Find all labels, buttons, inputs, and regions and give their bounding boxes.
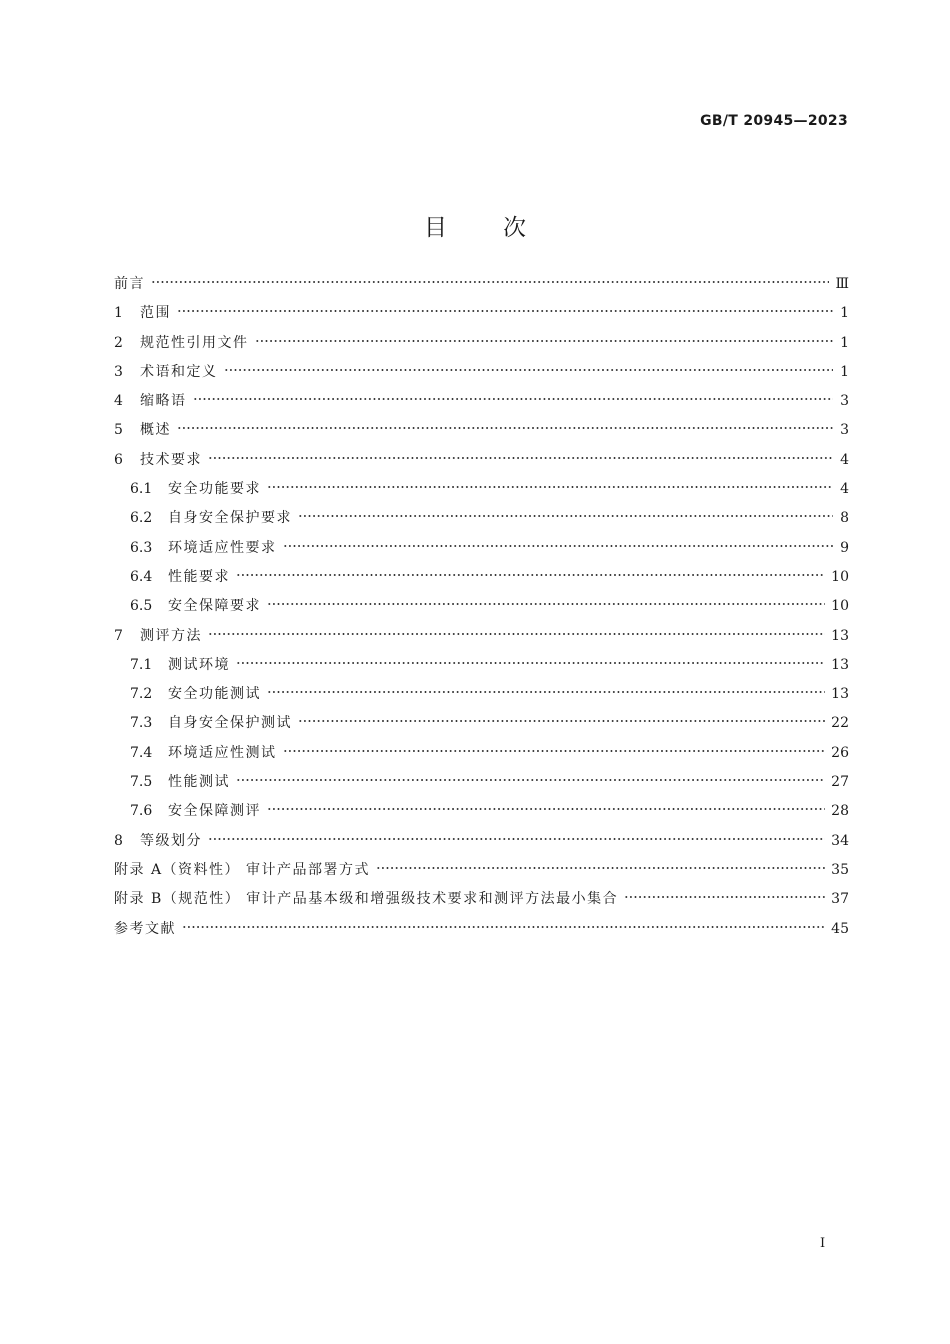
toc-entry[interactable] [114,885,849,914]
toc-entry-label: 术语和定义 [140,363,218,380]
toc-entry-label: 自身安全保护测试 [168,715,292,732]
toc-entry[interactable] [114,416,849,445]
toc-entry-page: 4 [840,451,849,468]
toc-entry[interactable] [114,475,849,504]
table-of-contents [114,270,849,944]
toc-entry[interactable] [114,856,849,885]
toc-entry-page: 3 [840,422,849,439]
dot-leader [236,656,825,670]
dot-leader [255,334,834,348]
toc-entry-label: 测评方法 [140,627,202,644]
toc-entry-page: Ⅲ [835,276,849,292]
toc-entry-label: 性能测试 [168,774,230,791]
dot-leader [208,451,833,465]
toc-entry-number: 7.1 [130,656,153,673]
toc-entry-number: 7.3 [130,715,153,732]
dot-leader [267,480,833,494]
toc-entry[interactable] [114,299,849,328]
dot-leader [298,509,833,523]
toc-entry-page: 13 [831,656,849,673]
toc-entry-page: 4 [840,481,849,498]
toc-entry[interactable] [114,739,849,768]
toc-entry[interactable] [114,827,849,856]
dot-leader [182,920,825,934]
dot-leader [151,275,829,289]
toc-entry-label: 缩略语 [140,393,187,410]
toc-entry[interactable] [114,768,849,797]
dot-leader [283,744,826,758]
toc-entry-number: 7.4 [130,744,153,761]
dot-leader [236,568,825,582]
dot-leader [283,539,834,553]
dot-leader [376,861,825,875]
toc-entry-number: 1 [114,305,123,322]
toc-entry-page: 1 [840,334,849,351]
toc-entry-label: 自身安全保护要求 [168,510,292,527]
toc-entry[interactable] [114,358,849,387]
toc-entry-number: 2 [114,334,123,351]
toc-entry-label: 安全功能要求 [168,481,261,498]
toc-entry-page: 27 [831,774,849,791]
toc-entry[interactable] [114,709,849,738]
toc-entry-number: 6.5 [130,598,153,615]
toc-entry-label: 附录 A（资料性） 审计产品部署方式 [114,861,371,878]
dot-leader [267,597,825,611]
toc-entry[interactable] [114,622,849,651]
toc-entry-label: 技术要求 [140,451,202,468]
toc-entry-number: 8 [114,832,123,849]
toc-entry-page: 10 [831,598,849,615]
toc-entry-number: 4 [114,393,123,410]
toc-entry-label: 性能要求 [168,568,230,585]
document-number: GB/T 20945—2023 [700,113,848,129]
toc-entry-label: 概述 [140,422,171,439]
toc-entry-page: 34 [831,832,849,849]
dot-leader [298,714,825,728]
toc-entry-page: 26 [831,744,849,761]
dot-leader [236,773,825,787]
toc-entry-number: 3 [114,363,123,380]
toc-entry-label: 范围 [140,305,171,322]
toc-entry-label: 前言 [114,276,145,292]
toc-entry-page: 9 [840,539,849,556]
toc-entry-page: 10 [831,568,849,585]
toc-entry-number: 6.4 [130,568,153,585]
toc-entry-number: 7 [114,627,123,644]
dot-leader [224,363,834,377]
dot-leader [267,802,825,816]
toc-entry-number: 7.2 [130,686,153,703]
toc-entry[interactable] [114,563,849,592]
toc-entry-number: 6.1 [130,481,153,498]
dot-leader [208,627,825,641]
toc-entry-label: 等级划分 [140,832,202,849]
dot-leader [177,304,833,318]
dot-leader [193,392,834,406]
toc-entry[interactable] [114,797,849,826]
toc-entry-label: 环境适应性要求 [168,539,277,556]
toc-entry-number: 6.2 [130,510,153,527]
toc-entry-page: 37 [831,891,849,908]
page-number: I [820,1236,826,1251]
toc-entry-label: 安全功能测试 [168,686,261,703]
dot-leader [624,890,825,904]
toc-entry[interactable] [114,680,849,709]
toc-entry-page: 28 [831,803,849,820]
toc-entry[interactable] [114,651,849,680]
toc-entry-number: 7.5 [130,774,153,791]
page-title: 目次 [424,215,582,242]
toc-entry-label: 安全保障要求 [168,598,261,615]
toc-entry-label: 附录 B（规范性） 审计产品基本级和增强级技术要求和测评方法最小集合 [114,891,619,908]
toc-entry-page: 13 [831,627,849,644]
toc-entry[interactable] [114,329,849,358]
toc-entry-page: 13 [831,686,849,703]
toc-entry-number: 6.3 [130,539,153,556]
toc-entry-label: 参考文献 [114,920,176,937]
toc-entry-page: 45 [831,920,849,937]
toc-entry-number: 6 [114,451,123,468]
dot-leader [208,832,825,846]
toc-entry[interactable] [114,270,849,299]
toc-entry-number: 7.6 [130,803,153,820]
toc-entry-label: 环境适应性测试 [168,744,277,761]
toc-entry-label: 规范性引用文件 [140,334,249,351]
toc-entry-number: 5 [114,422,123,439]
toc-entry[interactable] [114,592,849,621]
toc-entry-page: 3 [840,393,849,410]
toc-entry[interactable] [114,915,849,944]
dot-leader [267,685,825,699]
toc-entry-page: 1 [840,305,849,322]
toc-entry[interactable] [114,534,849,563]
dot-leader [177,421,833,435]
toc-entry-page: 1 [840,363,849,380]
toc-entry[interactable] [114,446,849,475]
toc-entry-page: 35 [831,861,849,878]
toc-entry-label: 安全保障测评 [168,803,261,820]
toc-entry-label: 测试环境 [168,656,230,673]
toc-entry-page: 8 [840,510,849,527]
toc-entry[interactable] [114,504,849,533]
toc-entry-page: 22 [831,715,849,732]
toc-entry[interactable] [114,387,849,416]
